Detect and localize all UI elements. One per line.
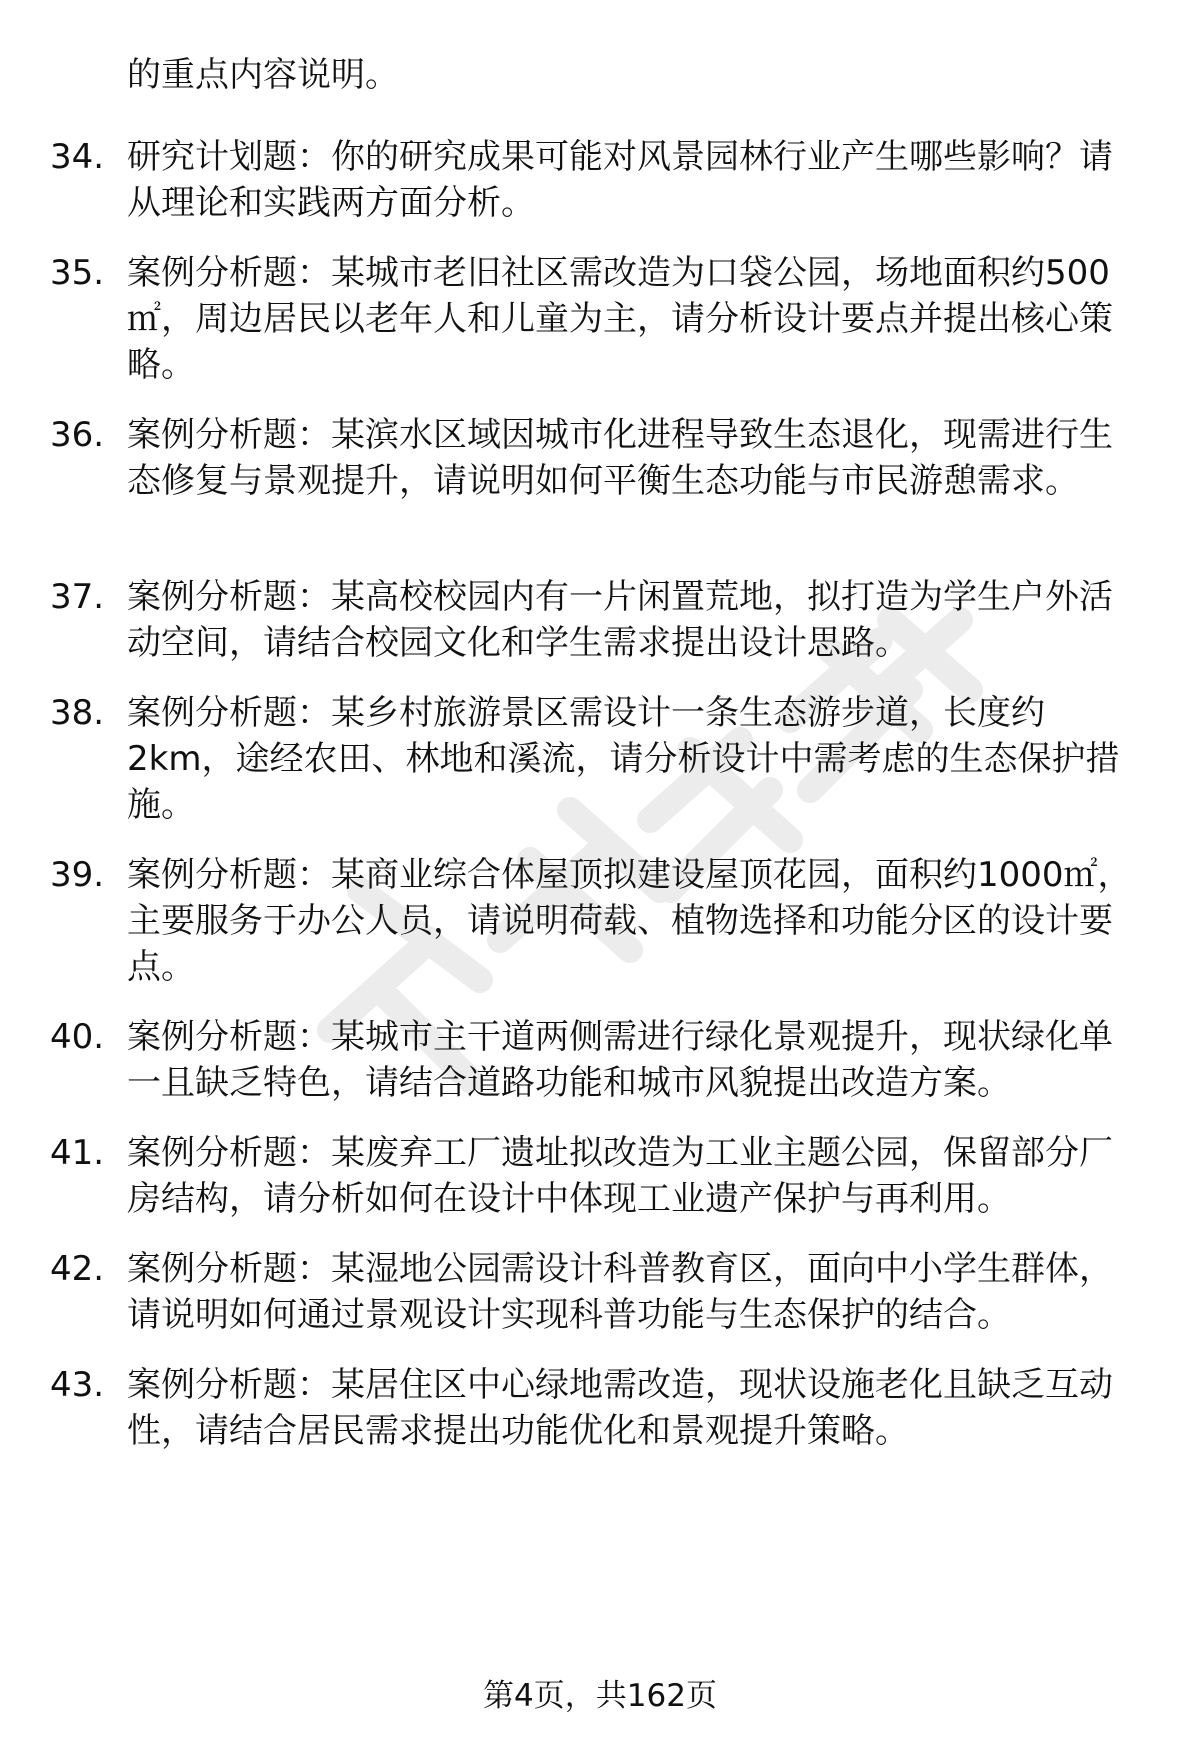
list-item xyxy=(50,1130,1140,1222)
question-number: 43. xyxy=(50,1365,105,1405)
question-number: 40. xyxy=(50,1017,105,1057)
question-text: 案例分析题：某城市主干道两侧需进行绿化景观提升，现状绿化单一且缺乏特色，请结合道路功能和城市风貌提出改造方案。 xyxy=(127,1017,1113,1103)
list-item xyxy=(50,134,1140,226)
question-number: 36. xyxy=(50,415,105,455)
question-text: 案例分析题：某居住区中心绿地需改造，现状设施老化且缺乏互动性，请结合居民需求提出功能优化和景观提升策略。 xyxy=(127,1365,1113,1451)
page-footer xyxy=(0,1676,1200,1716)
question-number: 37. xyxy=(50,577,105,617)
question-text: 案例分析题：某湿地公园需设计科普教育区，面向中小学生群体，请说明如何通过景观设计实现科普功能与生态保护的结合。 xyxy=(127,1249,1113,1335)
question-text: 案例分析题：某乡村旅游景区需设计一条生态游步道，长度约2km，途经农田、林地和溪流，请分析设计中需考虑的生态保护措施。 xyxy=(127,693,1120,825)
question-number: 41. xyxy=(50,1133,105,1173)
continuation-text: 的重点内容说明。 xyxy=(127,55,399,95)
question-number: 34. xyxy=(50,137,105,177)
list-item xyxy=(50,1362,1140,1454)
question-number: 38. xyxy=(50,693,105,733)
question-text: 案例分析题：某城市老旧社区需改造为口袋公园，场地面积约500㎡，周边居民以老年人和儿童为主，请分析设计要点并提出核心策略。 xyxy=(127,253,1113,385)
question-text: 案例分析题：某滨水区域因城市化进程导致生态退化，现需进行生态修复与景观提升，请说明如何平衡生态功能与市民游憩需求。 xyxy=(127,415,1113,501)
question-number: 42. xyxy=(50,1249,105,1289)
list-item xyxy=(50,852,1140,990)
question-number: 35. xyxy=(50,253,105,293)
question-text: 案例分析题：某商业综合体屋顶拟建设屋顶花园，面积约1000㎡，主要服务于办公人员，请说明荷载、植物选择和功能分区的设计要点。 xyxy=(127,855,1132,987)
page-number-label: 第4页，共162页 xyxy=(483,1678,717,1714)
list-item xyxy=(50,412,1140,504)
question-number: 39. xyxy=(50,855,105,895)
list-item xyxy=(50,250,1140,388)
list-item xyxy=(50,1014,1140,1106)
question-text: 案例分析题：某废弃工厂遗址拟改造为工业主题公园，保留部分厂房结构，请分析如何在设计中体现工业遗产保护与再利用。 xyxy=(127,1133,1113,1219)
list-item xyxy=(50,690,1140,828)
question-text: 研究计划题：你的研究成果可能对风景园林行业产生哪些影响？请从理论和实践两方面分析。 xyxy=(127,137,1113,223)
list-item xyxy=(50,574,1140,666)
list-item xyxy=(50,1246,1140,1338)
question-text: 案例分析题：某高校校园内有一片闲置荒地，拟打造为学生户外活动空间，请结合校园文化和学生需求提出设计思路。 xyxy=(127,577,1113,663)
